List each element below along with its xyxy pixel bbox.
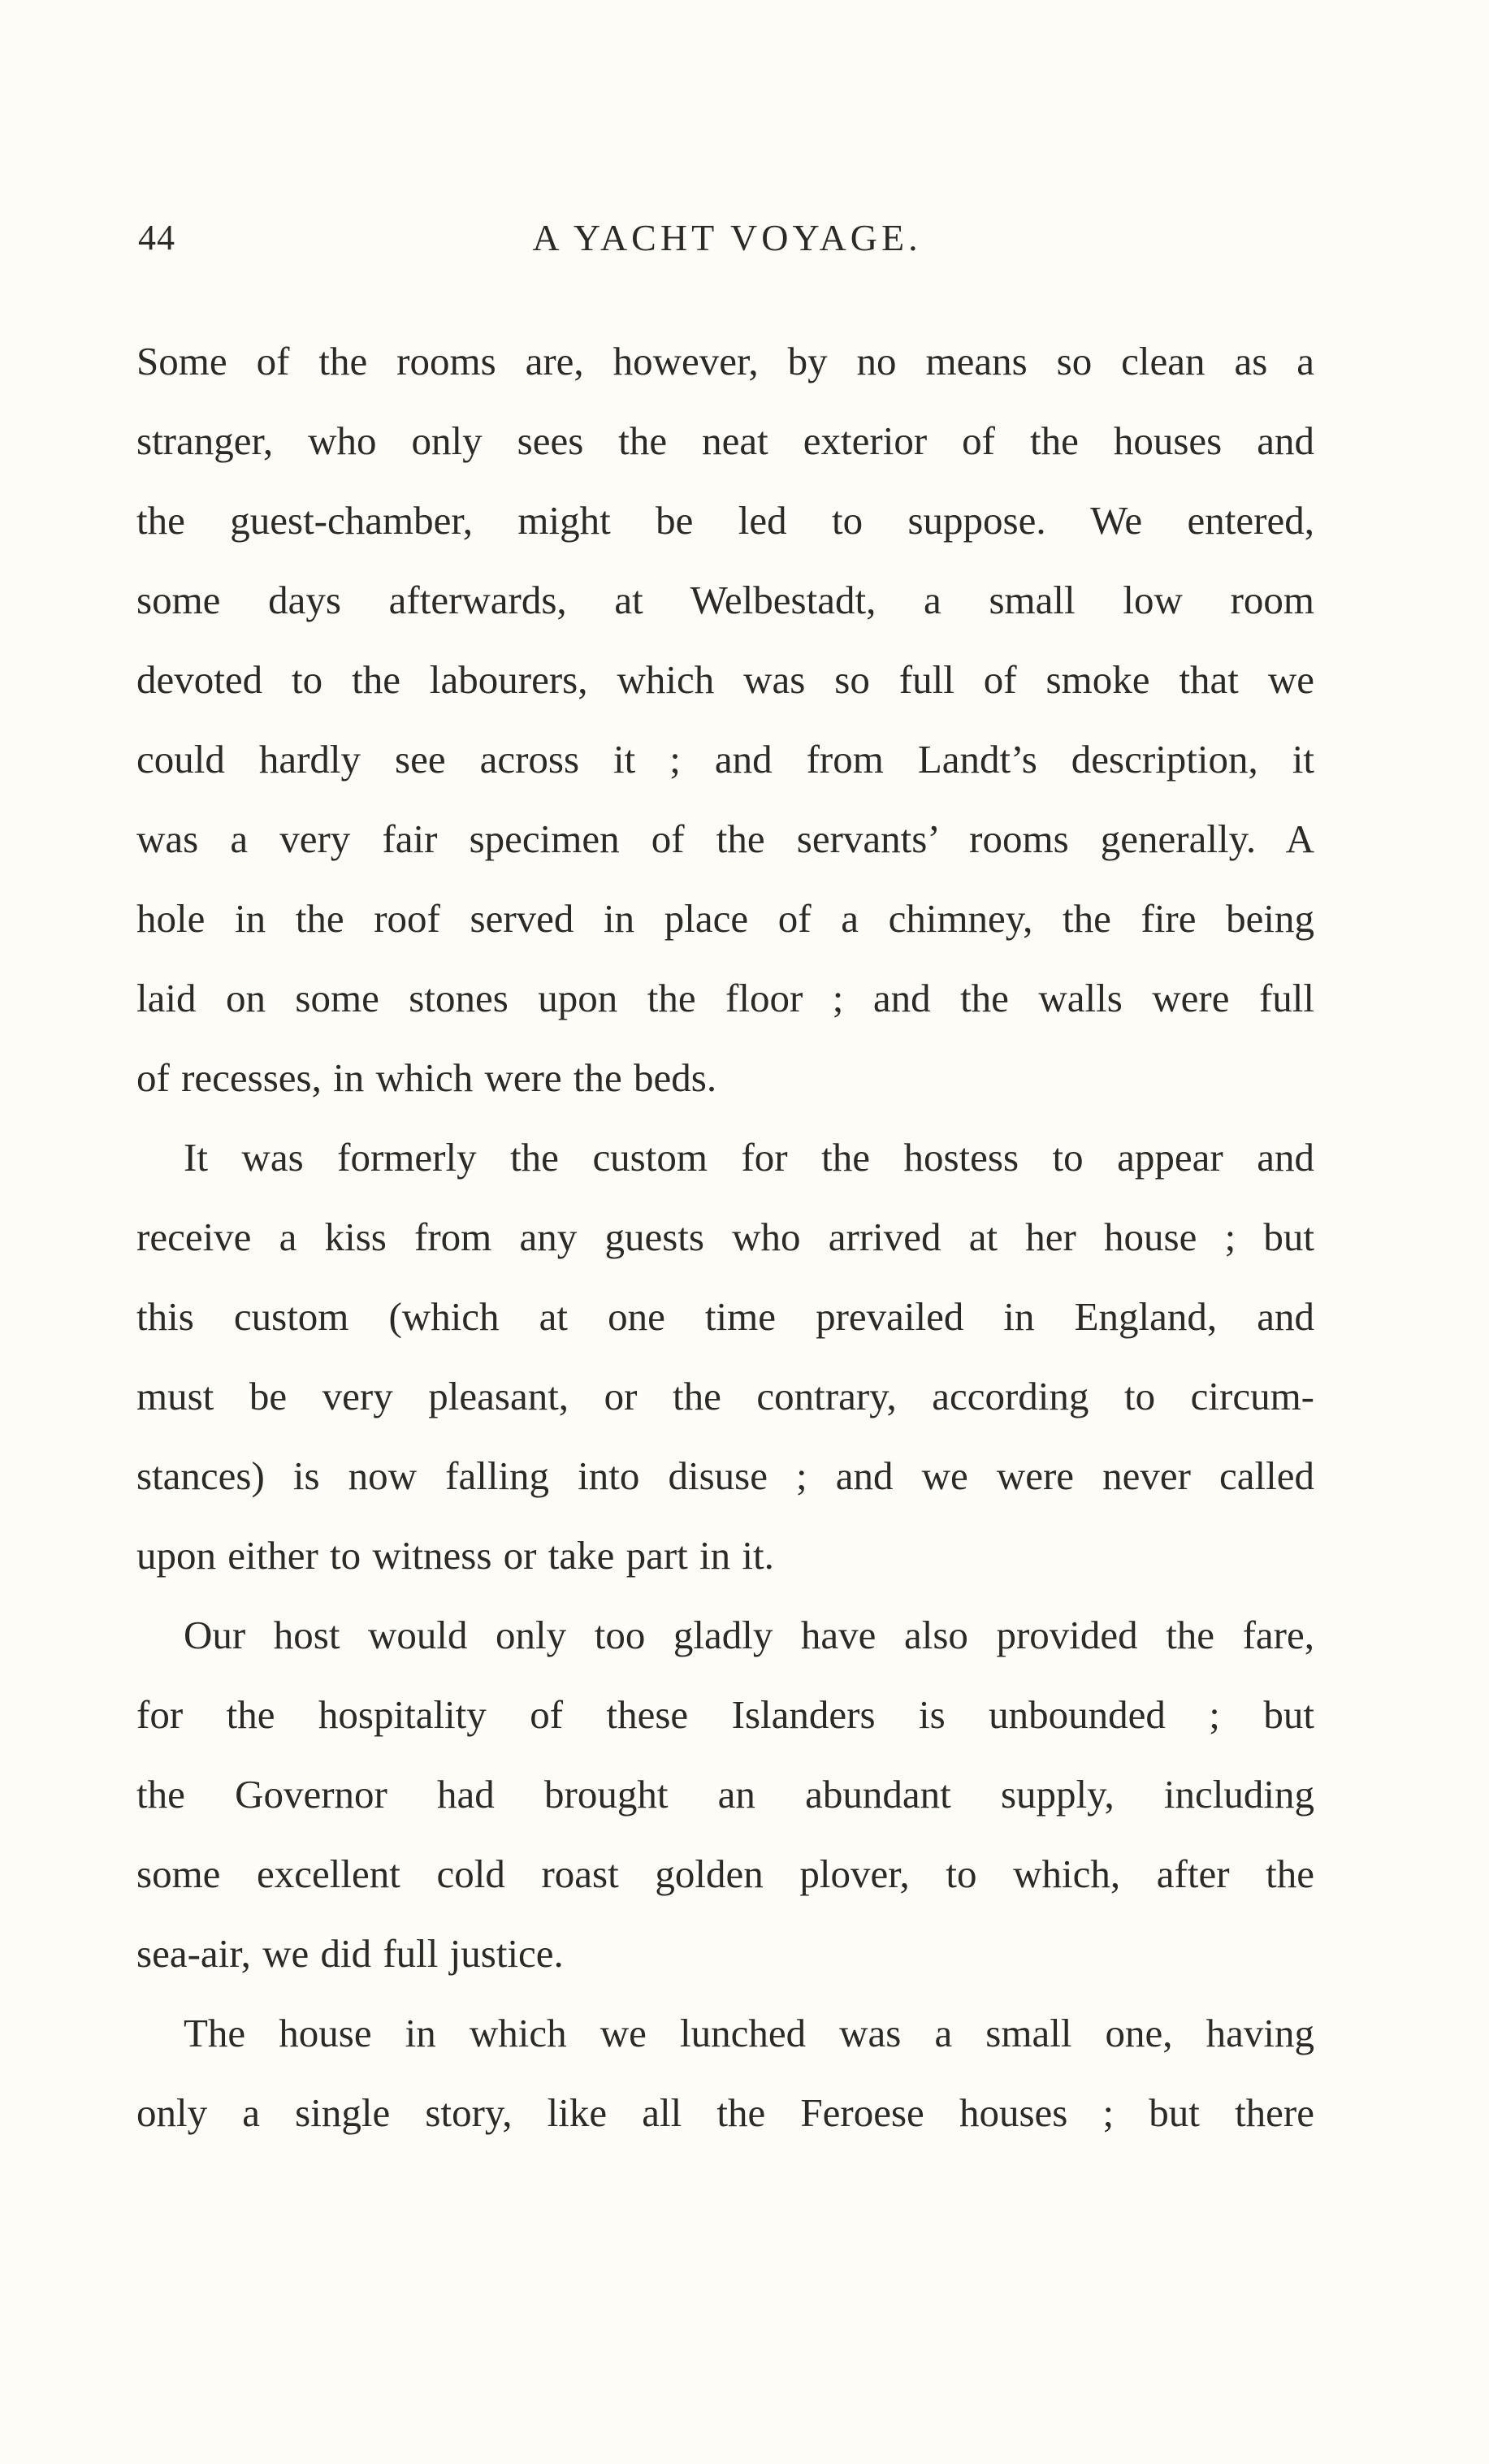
- paragraph-2: [136, 1118, 1314, 1596]
- text-line: hole in the roof served in place of a chimney, the fire being: [136, 896, 1314, 941]
- text-line: the Governor had brought an abundant supply, including: [136, 1772, 1314, 1817]
- text-line: sea-air, we did full justice.: [136, 1931, 564, 1976]
- text-line: of recesses, in which were the beds.: [136, 1055, 717, 1100]
- text-line: Some of the rooms are, however, by no means so clean as a: [136, 339, 1314, 383]
- text-line: the guest-chamber, might be led to suppose. We entered,: [136, 498, 1314, 543]
- text-line: devoted to the labourers, which was so full of smoke that we: [136, 657, 1314, 702]
- text-line: for the hospitality of these Islanders is unbounded ; but: [136, 1692, 1314, 1737]
- text-line: Our host would only too gladly have also provided the fare,: [184, 1613, 1314, 1657]
- page-number: 44: [138, 218, 175, 258]
- text-line: some days afterwards, at Welbestadt, a small low room: [136, 578, 1314, 622]
- running-title: A YACHT VOYAGE.: [532, 217, 922, 258]
- text-line: this custom (which at one time prevailed in England, and: [136, 1294, 1314, 1339]
- text-line: receive a kiss from any guests who arrived at her house ; but: [136, 1215, 1314, 1259]
- text-line: stances) is now falling into disuse ; and we were never called: [136, 1453, 1314, 1498]
- body-text: [136, 322, 1314, 2153]
- text-line: must be very pleasant, or the contrary, according to circum-: [136, 1374, 1314, 1418]
- text-line: was a very fair specimen of the servants’ rooms generally. A: [136, 816, 1314, 861]
- text-line: It was formerly the custom for the hostess to appear and: [184, 1135, 1314, 1180]
- text-line: laid on some stones upon the floor ; and the walls were full: [136, 976, 1314, 1020]
- text-line: upon either to witness or take part in it.: [136, 1533, 774, 1578]
- paragraph-1: [136, 322, 1314, 1118]
- text-line: some excellent cold roast golden plover, to which, after the: [136, 1851, 1314, 1896]
- paragraph-4: [136, 1994, 1314, 2153]
- text-line: only a single story, like all the Feroese houses ; but there: [136, 2090, 1314, 2135]
- text-line: could hardly see across it ; and from Landt’s description, it: [136, 737, 1314, 782]
- paragraph-3: [136, 1596, 1314, 1994]
- running-head: [138, 210, 1316, 266]
- text-line: The house in which we lunched was a small one, having: [184, 2011, 1314, 2055]
- text-line: stranger, who only sees the neat exterior of the houses and: [136, 418, 1314, 463]
